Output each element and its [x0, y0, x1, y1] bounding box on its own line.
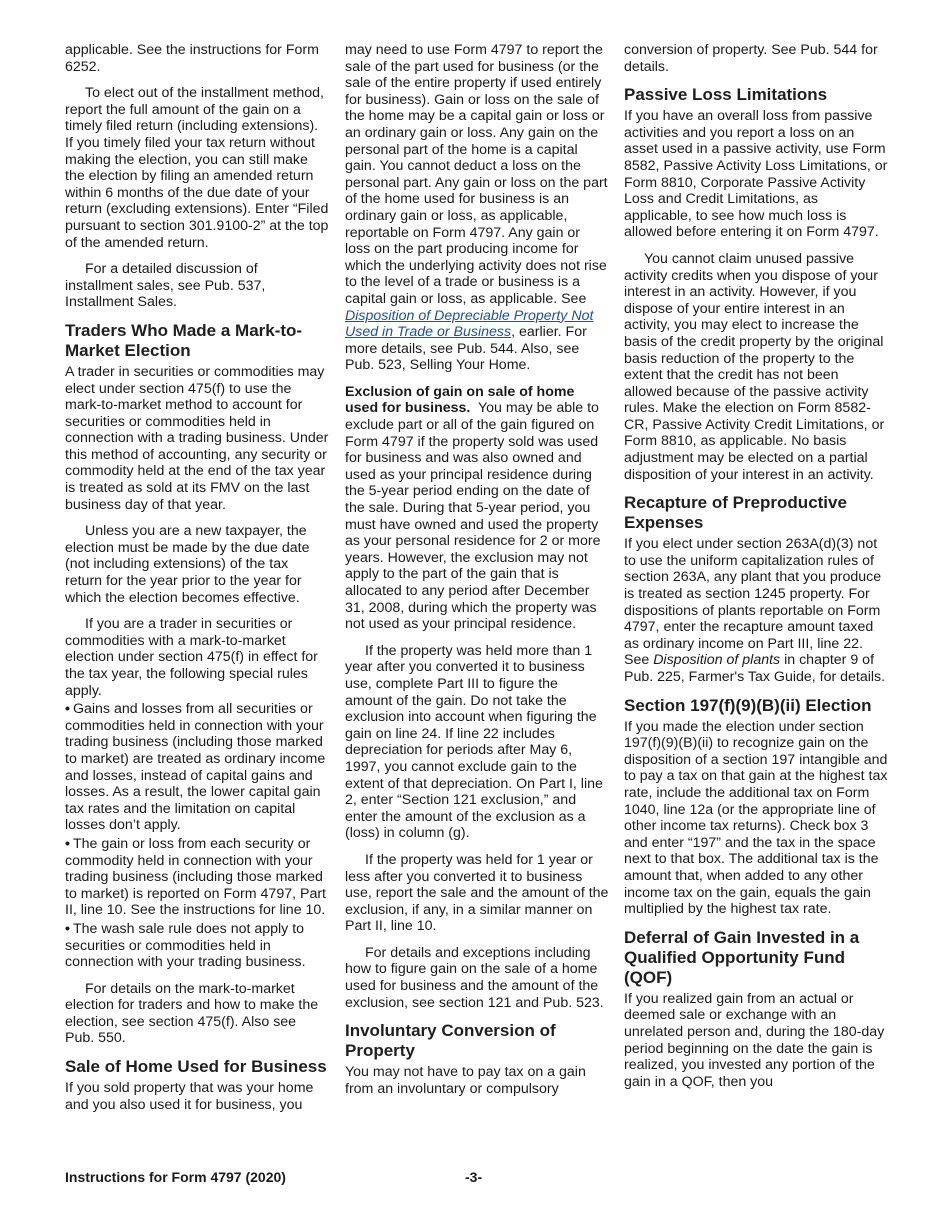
paragraph: For details and exceptions including how to figure gain on the sale of a home used for business and the amount of the exclusion, see section 121 and Pub. 523.: [345, 944, 604, 1011]
italic-reference: Disposition of plants: [653, 652, 781, 669]
bullet-item: [65, 836, 329, 919]
bullet-icon: •: [65, 835, 70, 852]
run-in-heading: Exclusion of gain on sale of home used for business.: [345, 383, 575, 417]
column-3: [624, 42, 888, 1100]
text-run: , earlier. For more details, see Pub. 544. Also, see Pub. 523, Selling Your Home.: [345, 324, 587, 374]
paragraph: If the property was held more than 1 year after you converted it to business use, complete Part III to figure the amount of the gain. Do not take the exclusion into account when figuring the gain on line 24. If line 22 includes depreciation for periods after May 6, 1997, you cannot exclude gain to the extent of that depreciation. On Part I, line 2, enter “Section 121 exclusion,” and enter the amount of the exclusion as a (loss) in column (g).: [345, 642, 603, 842]
heading-sale-of-home: Sale of Home Used for Business: [65, 1057, 327, 1077]
paragraph: For details on the mark-to-market election for traders and how to make the election, see section 475(f). Also see Pub. 550.: [65, 980, 319, 1047]
bullet-text: The wash sale rule does not apply to securities or commodities held in connection with your trading business.: [65, 920, 306, 971]
paragraph: You may not have to pay tax on a gain from an involuntary or compulsory: [345, 1064, 586, 1097]
footer-form-title: Instructions for Form 4797 (2020): [65, 1169, 286, 1185]
paragraph: A trader in securities or commodities may elect under section 475(f) to use the mark-to-market method to account for securities or commodities held in connection with a trading business. Under this method of accounting, any security or commodity held at the end of the tax year is treated as sold at its FMV on the last business day of that year.: [65, 363, 329, 513]
paragraph: If you are a trader in securities or commodities with a mark-to-market election under section 475(f) in effect for the tax year, the following special rules apply.: [65, 616, 318, 699]
paragraph: [624, 536, 888, 685]
text-run: If you elect under section 263A(d)(3) not to use the uniform capitalization rules of section 263A, any plant that you produce is treated as section 1245 property. For dispositions of plants reportable on Form 4797, enter the recapture amount taxed as ordinary income on Part III, line 22. See: [624, 536, 882, 669]
bullet-item: [65, 701, 329, 834]
text-run: You may be able to exclude part or all of the gain figured on Form 4797 if the property sold was used for business and was also owned and used as your principal residence during the 5-year period ending on the date of the sale. During that 5-year period, you must have owned and used the property as your personal residence for 2 or more years. However, the exclusion may not apply to the part of the gain that is allocated to any period after December 31, 2008, during which the property was not used as your principal residence.: [345, 400, 605, 633]
paragraph: For a detailed discussion of installment sales, see Pub. 537, Installment Sales.: [65, 261, 266, 311]
paragraph: If you sold property that was your home and you also used it for business, you: [65, 1080, 314, 1113]
column-1: [65, 42, 329, 1123]
paragraph: [345, 384, 609, 633]
bullet-text: The gain or loss from each security or commodity held in connection with your trading business (including those marked to market) is reported on Form 4797, Part II, line 10. See the instructions for line 10.: [65, 835, 327, 919]
heading-section-197: Section 197(f)(9)(B)(ii) Election: [624, 695, 872, 715]
paragraph: You cannot claim unused passive activity credits when you dispose of your interest in an activity. However, if you dispose of your entire interest in an activity, you may elect to increase the basis of the credit property by the original basis reduction of the property to the extent that the credit has not been allowed because of the passive activity rules. Make the election on Form 8582-CR, Passive Activity Credit Limitations, or Form 8810, as applicable. No basis adjustment may be elected on a partial disposition of your interest in an activity.: [624, 250, 885, 483]
bullet-text: Gains and losses from all securities or commodities held in connection with your trading business (including those marked to market) are treated as ordinary income and losses, instead of capital gains and losses. As a result, the lower capital gain tax rates and the limitation on capital losses don’t apply.: [65, 701, 326, 834]
paragraph: If you have an overall loss from passive activities and you report a loss on an asset used in a passive activity, use Form 8582, Passive Activity Loss Limitations, or Form 8810, Corporate Passive Activity Loss and Credit Limitations, as applicable, to see how much loss is allowed before entering it on Form 4797.: [624, 108, 888, 241]
column-2: [345, 42, 609, 1107]
bullet-icon: •: [65, 920, 70, 937]
text-run: may need to use Form 4797 to report the sale of the part used for business (or the sale of the entire property if used entirely for business). Gain or loss on the sale of the home may be a capital gain or loss or an ordinary gain or loss. Any gain on the personal part of the home is a capital gain. You cannot deduct a loss on the personal part. Any gain or loss on the part of the home used for business is an ordinary gain or loss, as applicable, reportable on Form 4797. Any gain or loss on the part producing income for which the underlying activity does not rise to the level of a trade or business is a capital gain or loss, as applicable. See: [345, 42, 608, 307]
paragraph: To elect out of the installment method, report the full amount of the gain on a timely filed return (including extensions). If you timely filed your tax return without making the election, you can still make the election by filing an amended return within 6 months of the due date of your return (excluding extensions). Enter “Filed pursuant to section 301.9100-2” at the top of the amended return.: [65, 85, 329, 251]
text-run: in chapter 9 of Pub. 225, Farmer's Tax Guide, for details.: [624, 652, 886, 685]
bullet-item: [65, 921, 329, 971]
paragraph: conversion of property. See Pub. 544 for details.: [624, 42, 878, 75]
heading-traders-mark-to-market: Traders Who Made a Mark-to-Market Election: [65, 320, 303, 360]
paragraph: If you realized gain from an actual or deemed sale or exchange with an unrelated person and, during the 180-day period beginning on the date the gain is realized, you invested any portion of the gain in a QOF, then you: [624, 990, 885, 1090]
heading-involuntary-conversion: Involuntary Conversion of Property: [345, 1021, 556, 1061]
page-number: -3-: [465, 1169, 483, 1185]
heading-passive-loss: Passive Loss Limitations: [624, 85, 828, 105]
heading-qof-deferral: Deferral of Gain Invested in a Qualified Opportunity Fund (QOF): [624, 927, 860, 987]
paragraph: If the property was held for 1 year or less after you converted it to business use, report the sale and the amount of the exclusion, if any, in a similar manner on Part II, line 10.: [345, 851, 609, 935]
paragraph: If you made the election under section 197(f)(9)(B)(ii) to recognize gain on the disposition of a section 197 intangible and to pay a tax on that gain at the highest tax rate, include the additional tax on Form 1040, line 12a (or the appropriate line of other income tax returns). Check box 3 and enter “197” and the tax in the space next to that box. The additional tax is the amount that, when added to any other income tax on the gain, equals the gain multiplied by the highest tax rate.: [624, 718, 888, 918]
paragraph: [345, 42, 609, 374]
bullet-icon: •: [65, 701, 70, 718]
cross-reference-link[interactable]: Disposition of Depreciable Property Not Used in Trade or Business: [345, 307, 594, 341]
paragraph: Unless you are a new taxpayer, the election must be made by the due date (not including extensions) of the tax return for the year prior to the year for which the election becomes effective.: [65, 523, 310, 606]
paragraph: applicable. See the instructions for Form 6252.: [65, 42, 319, 75]
heading-recapture-preproductive: Recapture of Preproductive Expenses: [624, 493, 847, 533]
